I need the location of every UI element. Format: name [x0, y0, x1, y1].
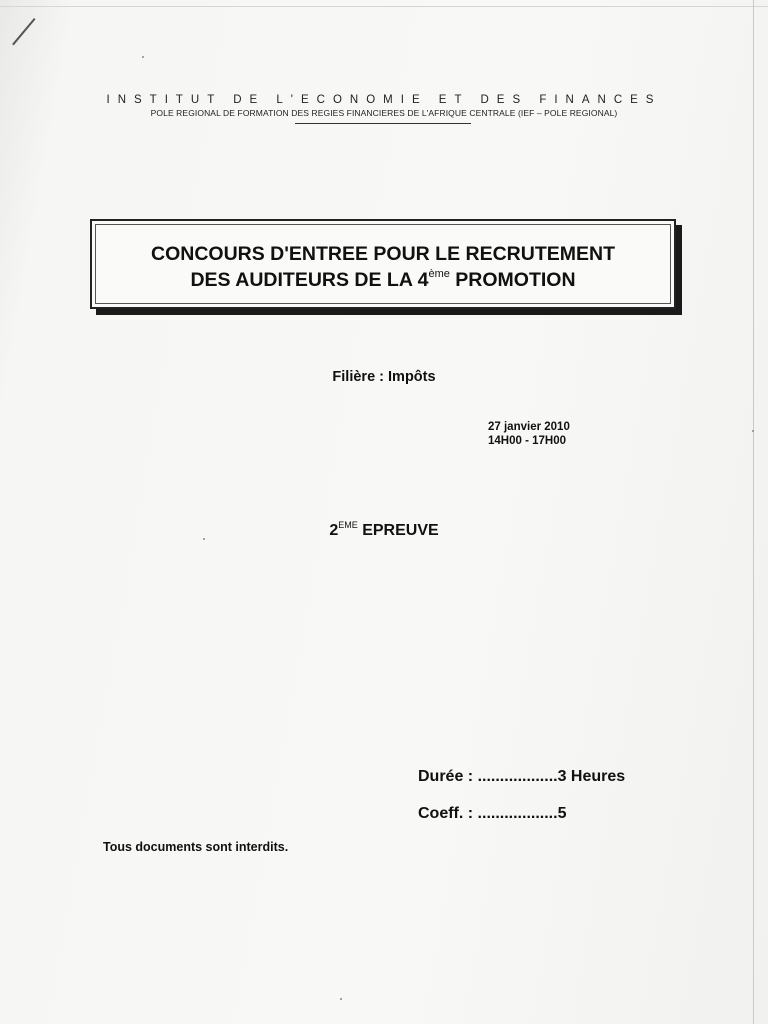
- scan-speck: [340, 998, 342, 1000]
- epreuve-heading: [0, 520, 768, 540]
- header-underline: [295, 123, 471, 124]
- exam-time: 14H00 - 17H00: [488, 435, 566, 447]
- title-line-2-suffix: PROMOTION: [449, 269, 576, 291]
- filiere-label: Filière : Impôts: [332, 369, 436, 385]
- scan-speck: [752, 430, 754, 432]
- schedule-block: [488, 420, 570, 448]
- institute-name: INSTITUT DE L'ECONOMIE ET DES FINANCES: [106, 94, 662, 106]
- epreuve-superscript: EME: [338, 520, 358, 530]
- title-line-2-prefix: DES AUDITEURS DE LA 4: [190, 269, 429, 291]
- title-box: [90, 219, 676, 309]
- pen-stroke-mark: [12, 18, 35, 45]
- scan-edge-right: [753, 0, 754, 1024]
- epreuve-label: EPREUVE: [357, 522, 439, 539]
- scan-speck: [142, 56, 144, 58]
- coefficient-line: Coeff. : ..................5: [418, 805, 567, 822]
- title-line-2: [92, 268, 674, 292]
- duration-line: Durée : ..................3 Heures: [418, 768, 626, 785]
- documents-notice: Tous documents sont interdits.: [103, 840, 289, 854]
- regional-pole-name: POLE REGIONAL DE FORMATION DES REGIES FINANCIERES DE L'AFRIQUE CENTRALE (IEF – POLE REGIONAL): [150, 108, 618, 118]
- scan-speck: [203, 538, 205, 540]
- title-line-1: CONCOURS D'ENTREE POUR LE RECRUTEMENT: [151, 243, 615, 265]
- title-superscript: ème: [428, 268, 450, 280]
- scan-edge-top: [0, 6, 768, 7]
- epreuve-number: 2: [329, 522, 339, 539]
- exam-date: 27 janvier 2010: [488, 421, 570, 433]
